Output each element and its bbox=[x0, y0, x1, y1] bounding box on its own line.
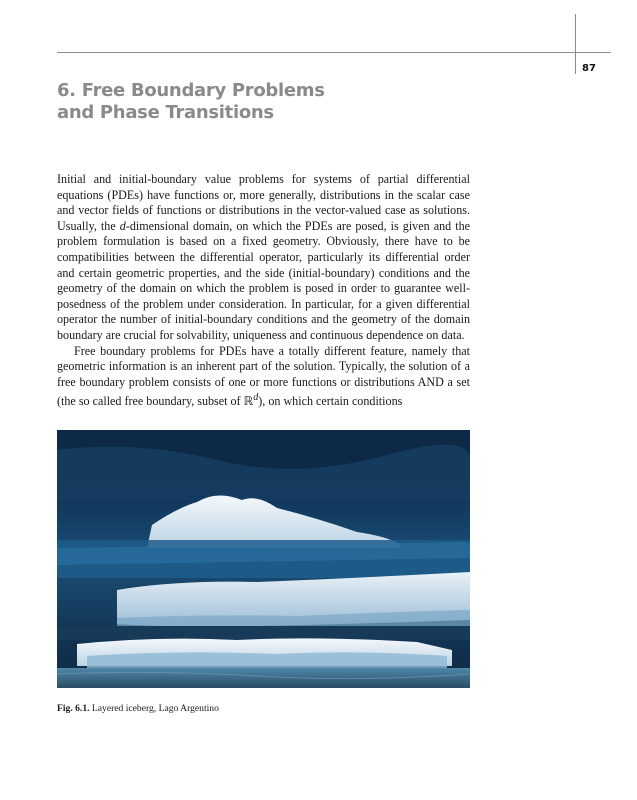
header-rule bbox=[57, 52, 611, 53]
chapter-title-line-2: and Phase Transitions bbox=[57, 102, 274, 123]
paragraph-2-text-b: ), on which certain conditions bbox=[258, 394, 403, 409]
paragraph-2-text-a: Free boundary problems for PDEs have a totally different feature, namely that geometric information is an inherent part of the solution. Typically, the solution of a free boundary problem consists of one or more functions or distributions AND a set (the so called free boundary, subset of bbox=[57, 343, 470, 409]
body-text bbox=[57, 172, 470, 410]
paragraph-1-text-a: Initial and initial-boundary value problems for systems of partial differential equations (PDEs) have functions or, more generally, distributions in the scalar case and vector fields of functions or distributions in the vector-valued case as solutions. Usually, the bbox=[57, 172, 470, 233]
paragraph-1-variable-d: d bbox=[119, 218, 126, 233]
chapter-title-line-1: 6. Free Boundary Problems bbox=[57, 80, 325, 101]
figure-caption bbox=[57, 703, 470, 714]
iceberg-illustration bbox=[57, 430, 470, 688]
paragraph-1 bbox=[57, 172, 470, 344]
chapter-title bbox=[57, 80, 477, 124]
header-vertical-rule bbox=[575, 14, 576, 74]
figure-iceberg-photo bbox=[57, 430, 470, 688]
paragraph-1-text-b: -dimensional domain, on which the PDEs are posed, is given and the problem formulation is based on a fixed geometry. Obviously, there have to be compatibilities between the differential operator, particularly its differential order and certain geometric properties, and the side (initial-boundary) conditions and the geometry of the domain on which the problem is posed in order to guarantee well-posedness of the problem under consideration. In particular, for a given differential operator the number of initial-boundary conditions and the geometry of the domain boundary are crucial for solvability, uniqueness and continuous dependence on data. bbox=[57, 218, 470, 342]
caption-text: Layered iceberg, Lago Argentino bbox=[89, 703, 219, 714]
caption-label: Fig. 6.1. bbox=[57, 703, 90, 714]
paragraph-2-superscript-d: d bbox=[253, 392, 259, 404]
page-number: 87 bbox=[582, 63, 596, 74]
paragraph-2 bbox=[57, 344, 470, 410]
paragraph-2-real-symbol: ℝ bbox=[243, 394, 254, 409]
